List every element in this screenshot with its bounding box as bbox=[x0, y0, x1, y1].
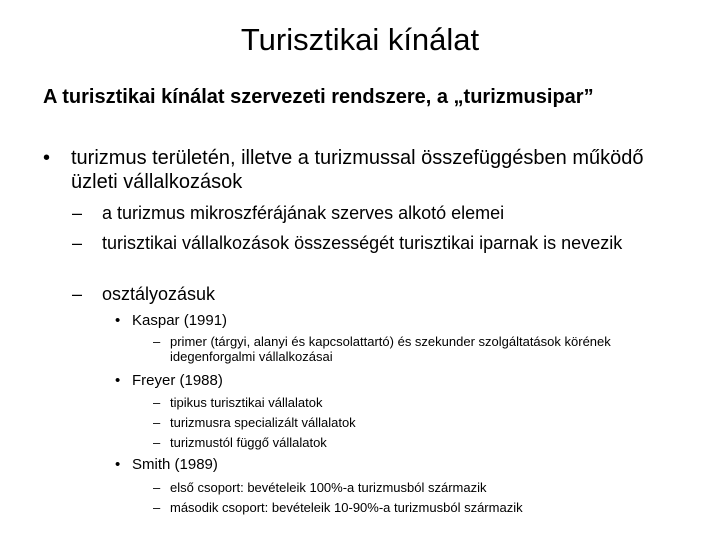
sub-item bbox=[72, 202, 682, 224]
sub-item-text: a turizmus mikroszférájának szerves alkotó elemei bbox=[102, 203, 505, 223]
classification-detail bbox=[153, 480, 683, 495]
bullet-marker: • bbox=[115, 312, 121, 329]
sub-item bbox=[72, 232, 682, 254]
classification-name: Freyer (1988) bbox=[132, 372, 223, 389]
classification-detail-text: primer (tárgyi, alanyi és kapcsolattartó) és szekunder szolgáltatások körének idegenforgalmi vállalkozásai bbox=[170, 334, 611, 364]
bullet-marker: • bbox=[43, 147, 51, 169]
classification-detail-text: turizmusra specializált vállalatok bbox=[170, 415, 356, 430]
sub-item bbox=[72, 283, 682, 305]
main-bullet-text: turizmus területén, illetve a turizmussal összefüggésben működő üzleti vállalkozások bbox=[71, 147, 644, 193]
dash-marker: – bbox=[72, 284, 83, 304]
classification-detail bbox=[153, 334, 683, 364]
dash-marker: – bbox=[153, 415, 161, 430]
classification-detail bbox=[153, 500, 683, 515]
bullet-marker: • bbox=[115, 456, 121, 473]
slide-heading: A turisztikai kínálat szervezeti rendszere, a „turizmusipar” bbox=[43, 86, 594, 108]
classification-name: Kaspar (1991) bbox=[132, 312, 228, 329]
classification-detail-text: tipikus turisztikai vállalatok bbox=[170, 395, 323, 410]
classification-detail bbox=[153, 435, 683, 450]
classification-detail-text: első csoport: bevételeik 100%-a turizmusból származik bbox=[170, 480, 487, 495]
dash-marker: – bbox=[72, 233, 83, 253]
classification-item bbox=[115, 312, 685, 330]
dash-marker: – bbox=[153, 480, 161, 495]
classification-detail-text: turizmustól függő vállalatok bbox=[170, 435, 327, 450]
classification-detail bbox=[153, 395, 683, 410]
classification-name: Smith (1989) bbox=[132, 456, 218, 473]
dash-marker: – bbox=[153, 500, 161, 515]
classification-detail bbox=[153, 415, 683, 430]
classification-item bbox=[115, 456, 685, 474]
sub-item-text: osztályozásuk bbox=[102, 284, 216, 304]
dash-marker: – bbox=[153, 334, 161, 349]
sub-item-text: turisztikai vállalkozások összességét turisztikai iparnak is nevezik bbox=[102, 233, 623, 253]
main-bullet bbox=[43, 146, 683, 194]
bullet-marker: • bbox=[115, 372, 121, 389]
dash-marker: – bbox=[153, 435, 161, 450]
classification-item bbox=[115, 372, 685, 390]
dash-marker: – bbox=[72, 203, 83, 223]
slide-title: Turisztikai kínálat bbox=[240, 22, 480, 57]
dash-marker: – bbox=[153, 395, 161, 410]
classification-detail-text: második csoport: bevételeik 10-90%-a turizmusból származik bbox=[170, 500, 523, 515]
